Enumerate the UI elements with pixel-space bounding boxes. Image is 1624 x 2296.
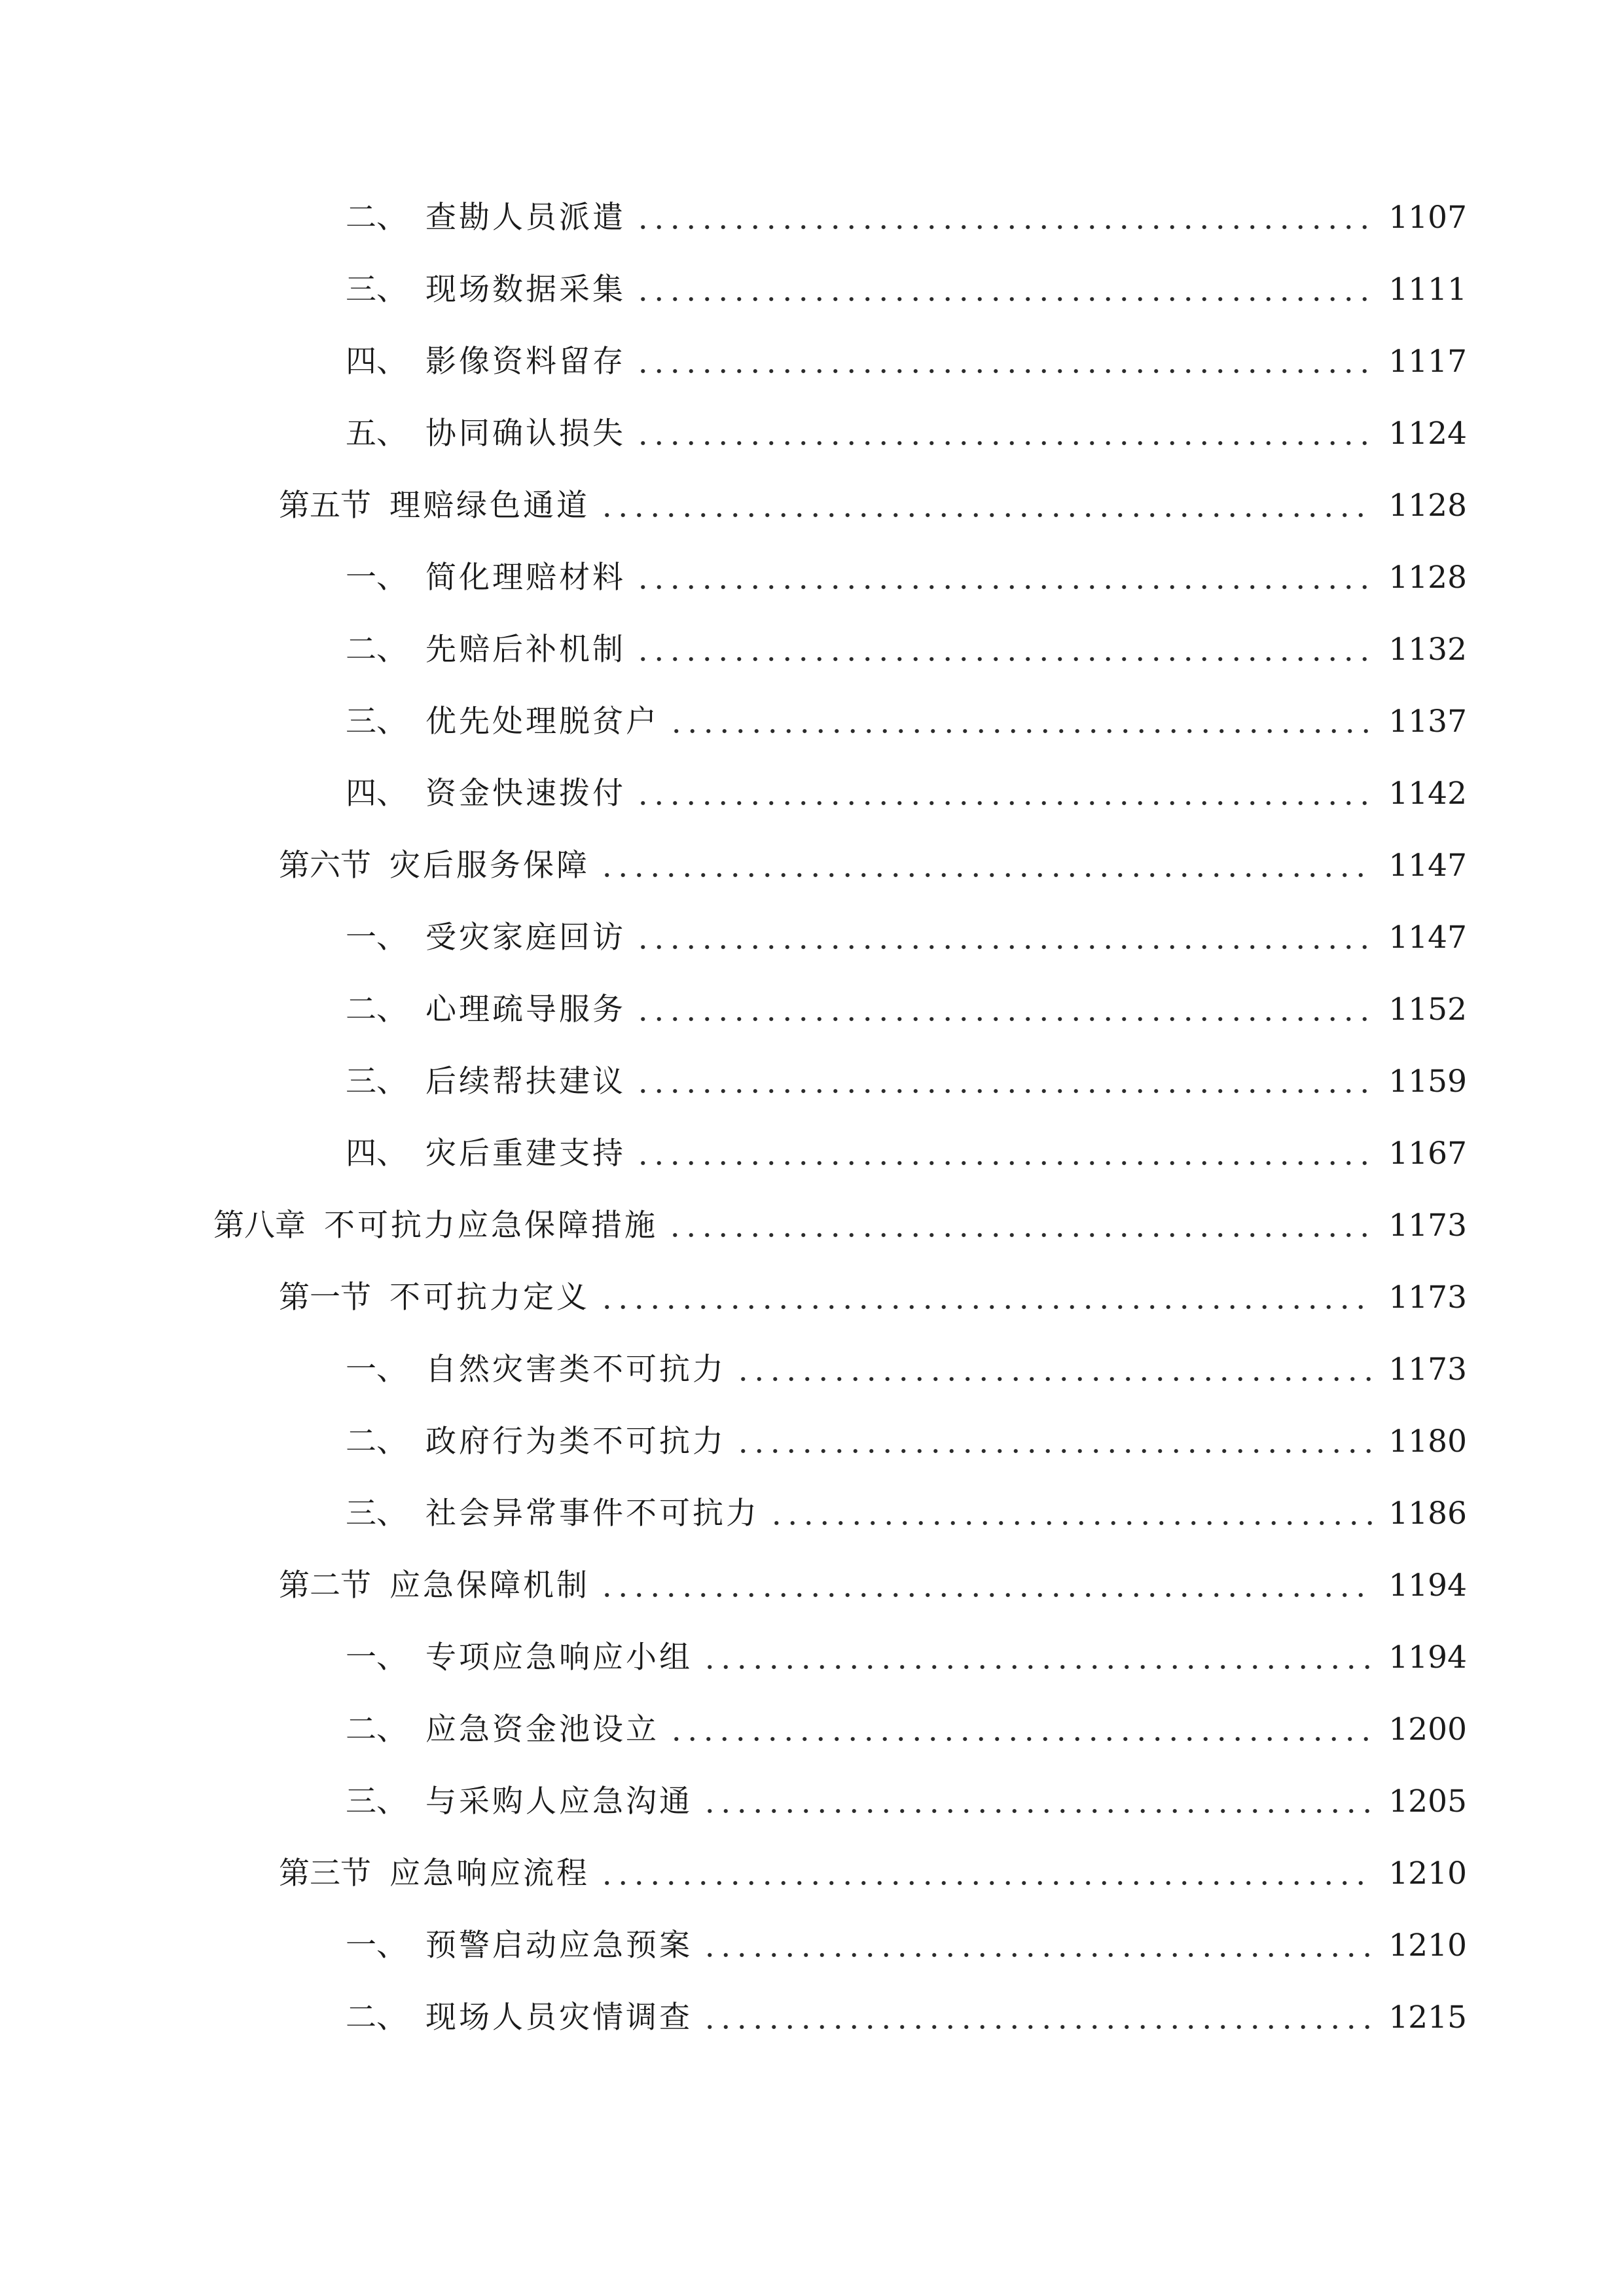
toc-entry-title: 与采购人应急沟通 — [425, 1784, 693, 1820]
dot-leader — [702, 1926, 1374, 1965]
toc-entry-title: 查勘人员派遣 — [425, 200, 626, 236]
toc-entry-number: 第八章 — [213, 1208, 306, 1244]
toc-entry-title: 心理疏导服务 — [425, 992, 626, 1028]
toc-page-number: 1210 — [1388, 1856, 1467, 1892]
toc-page-number: 1186 — [1388, 1496, 1467, 1532]
toc-entry-number: 五、 — [346, 416, 407, 452]
toc-subsection-entry[interactable] — [0, 254, 1624, 326]
toc-entry-title: 预警启动应急预案 — [425, 1928, 693, 1964]
toc-page-number: 1173 — [1388, 1352, 1467, 1388]
toc-entry-number: 三、 — [346, 1784, 407, 1820]
toc-subsection-entry[interactable] — [0, 1694, 1624, 1766]
toc-entry-title: 受灾家庭回访 — [425, 920, 626, 956]
toc-entry-number: 第三节 — [279, 1856, 371, 1892]
dot-leader — [635, 1062, 1374, 1102]
dot-leader — [668, 702, 1374, 742]
toc-page-number: 1142 — [1388, 776, 1467, 812]
toc-page-number: 1132 — [1388, 632, 1467, 668]
toc-section-entry[interactable] — [0, 1838, 1624, 1910]
toc-section-entry[interactable] — [0, 830, 1624, 902]
toc-entry-title: 后续帮扶建议 — [425, 1064, 626, 1100]
toc-subsection-entry[interactable] — [0, 1406, 1624, 1478]
toc-page-number: 1205 — [1388, 1784, 1467, 1820]
toc-entry-title: 影像资料留存 — [425, 344, 626, 380]
toc-subsection-entry[interactable] — [0, 1910, 1624, 1982]
toc-entry-title: 灾后服务保障 — [389, 848, 590, 884]
dot-leader — [735, 1422, 1374, 1462]
toc-entry-number: 三、 — [346, 272, 407, 308]
toc-entry-title: 灾后重建支持 — [425, 1136, 626, 1172]
dot-leader — [599, 1566, 1374, 1605]
dot-leader — [635, 270, 1374, 310]
toc-subsection-entry[interactable] — [0, 758, 1624, 830]
toc-subsection-entry[interactable] — [0, 1046, 1624, 1118]
toc-entry-number: 四、 — [346, 344, 407, 380]
toc-page-number: 1194 — [1388, 1640, 1467, 1676]
toc-subsection-entry[interactable] — [0, 182, 1624, 254]
toc-page-number: 1107 — [1388, 200, 1467, 236]
toc-entry-number: 二、 — [346, 200, 407, 236]
toc-page-number: 1215 — [1388, 2000, 1467, 2036]
toc-page-number: 1111 — [1388, 272, 1467, 308]
toc-subsection-entry[interactable] — [0, 1478, 1624, 1550]
toc-section-entry[interactable] — [0, 470, 1624, 542]
dot-leader — [635, 198, 1374, 238]
toc-subsection-entry[interactable] — [0, 1118, 1624, 1190]
dot-leader — [635, 918, 1374, 958]
toc-page-number: 1137 — [1388, 704, 1467, 740]
toc-page-number: 1180 — [1388, 1424, 1467, 1460]
dot-leader — [702, 1782, 1374, 1821]
toc-subsection-entry[interactable] — [0, 1334, 1624, 1406]
toc-entry-title: 先赔后补机制 — [425, 632, 626, 668]
toc-page-number: 1173 — [1388, 1280, 1467, 1316]
toc-page-number: 1128 — [1388, 488, 1467, 524]
dot-leader — [768, 1494, 1374, 1534]
toc-subsection-entry[interactable] — [0, 686, 1624, 758]
dot-leader — [668, 1710, 1374, 1749]
dot-leader — [635, 1134, 1374, 1174]
dot-leader — [635, 414, 1374, 454]
toc-page-number: 1210 — [1388, 1928, 1467, 1964]
toc-entry-number: 一、 — [346, 1640, 407, 1676]
toc-entry-number: 四、 — [346, 776, 407, 812]
toc-section-entry[interactable] — [0, 1262, 1624, 1334]
toc-chapter-entry[interactable] — [0, 1190, 1624, 1262]
toc-entry-title: 应急保障机制 — [389, 1568, 590, 1604]
dot-leader — [599, 1854, 1374, 1893]
toc-page-number: 1167 — [1388, 1136, 1467, 1172]
toc-page-number: 1128 — [1388, 560, 1467, 596]
toc-subsection-entry[interactable] — [0, 1982, 1624, 2054]
dot-leader — [635, 558, 1374, 598]
dot-leader — [599, 1278, 1374, 1318]
toc-entry-number: 第一节 — [279, 1280, 371, 1316]
toc-subsection-entry[interactable] — [0, 902, 1624, 974]
toc-entry-title: 简化理赔材料 — [425, 560, 626, 596]
toc-subsection-entry[interactable] — [0, 1622, 1624, 1694]
toc-entry-title: 政府行为类不可抗力 — [425, 1424, 726, 1460]
toc-subsection-entry[interactable] — [0, 1766, 1624, 1838]
toc-subsection-entry[interactable] — [0, 542, 1624, 614]
toc-entry-title: 现场数据采集 — [425, 272, 626, 308]
dot-leader — [599, 486, 1374, 526]
toc-entry-number: 二、 — [346, 1424, 407, 1460]
dot-leader — [667, 1206, 1374, 1246]
toc-entry-number: 二、 — [346, 992, 407, 1028]
dot-leader — [635, 774, 1374, 814]
toc-subsection-entry[interactable] — [0, 974, 1624, 1046]
toc-page-number: 1117 — [1388, 344, 1467, 380]
toc-entry-number: 二、 — [346, 632, 407, 668]
toc-entry-number: 一、 — [346, 560, 407, 596]
toc-page-number: 1159 — [1388, 1064, 1467, 1100]
toc-entry-title: 不可抗力应急保障措施 — [324, 1208, 658, 1244]
toc-subsection-entry[interactable] — [0, 614, 1624, 686]
toc-entry-number: 三、 — [346, 704, 407, 740]
toc-page-number: 1152 — [1388, 992, 1467, 1028]
dot-leader — [635, 990, 1374, 1030]
dot-leader — [635, 630, 1374, 670]
toc-page-number: 1173 — [1388, 1208, 1467, 1244]
toc-entry-title: 现场人员灾情调查 — [425, 2000, 693, 2036]
toc-page-number: 1200 — [1388, 1712, 1467, 1748]
toc-entry-title: 理赔绿色通道 — [389, 488, 590, 524]
toc-section-entry[interactable] — [0, 1550, 1624, 1622]
toc-entry-title: 资金快速拨付 — [425, 776, 626, 812]
toc-subsection-entry[interactable] — [0, 326, 1624, 398]
toc-entry-title: 应急资金池设立 — [425, 1712, 659, 1748]
toc-page-number: 1194 — [1388, 1568, 1467, 1604]
toc-subsection-entry[interactable] — [0, 398, 1624, 470]
toc-entry-number: 二、 — [346, 1712, 407, 1748]
toc-entry-title: 自然灾害类不可抗力 — [425, 1352, 726, 1388]
toc-page-number: 1147 — [1388, 920, 1467, 956]
toc-entry-number: 第二节 — [279, 1568, 371, 1604]
toc-entry-number: 一、 — [346, 1352, 407, 1388]
toc-entry-title: 不可抗力定义 — [389, 1280, 590, 1316]
toc-page-number: 1124 — [1388, 416, 1467, 452]
toc-entry-number: 三、 — [346, 1496, 407, 1532]
dot-leader — [702, 1638, 1374, 1677]
toc-entry-number: 三、 — [346, 1064, 407, 1100]
toc-entry-title: 应急响应流程 — [389, 1856, 590, 1892]
toc-entry-title: 协同确认损失 — [425, 416, 626, 452]
toc-entry-number: 一、 — [346, 920, 407, 956]
toc-page-number: 1147 — [1388, 848, 1467, 884]
toc-entry-number: 四、 — [346, 1136, 407, 1172]
toc-entry-number: 第六节 — [279, 848, 371, 884]
dot-leader — [735, 1350, 1374, 1390]
toc-entry-number: 一、 — [346, 1928, 407, 1964]
toc-entry-number: 第五节 — [279, 488, 371, 524]
toc-entry-number: 二、 — [346, 2000, 407, 2036]
dot-leader — [635, 342, 1374, 382]
toc-entry-title: 优先处理脱贫户 — [425, 704, 659, 740]
dot-leader — [599, 846, 1374, 886]
table-of-contents — [0, 182, 1624, 2054]
toc-entry-title: 专项应急响应小组 — [425, 1640, 693, 1676]
toc-entry-title: 社会异常事件不可抗力 — [425, 1496, 759, 1532]
dot-leader — [702, 1998, 1374, 2037]
